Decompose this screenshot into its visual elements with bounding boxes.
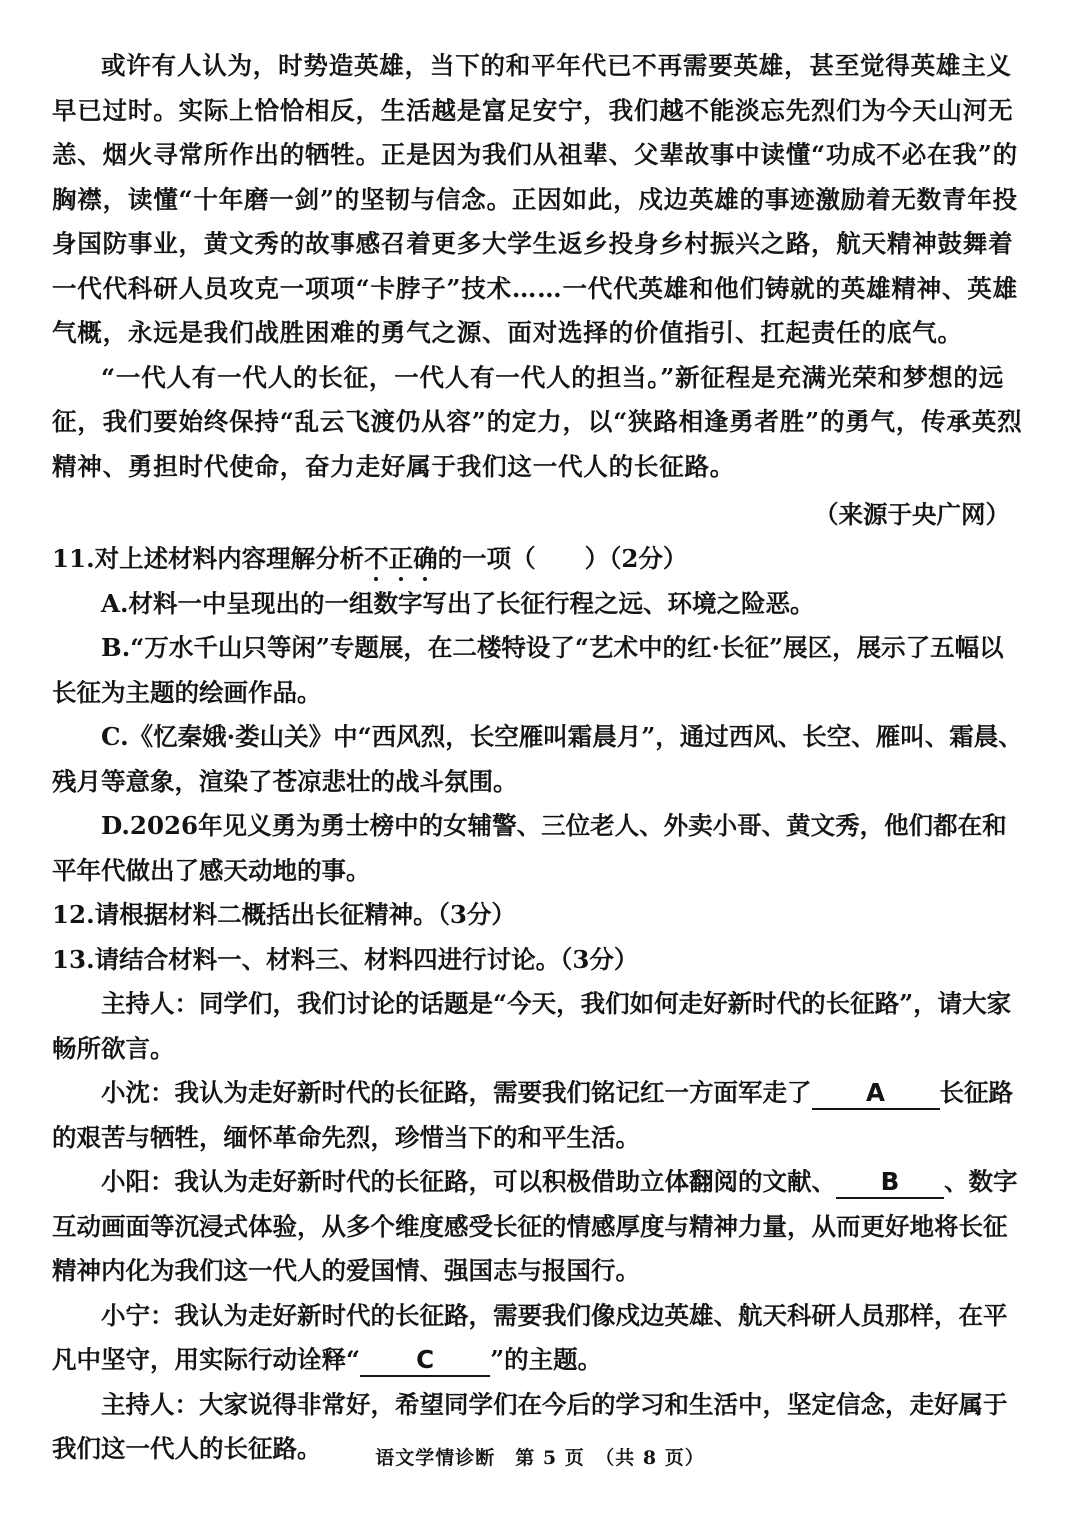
question-11-suffix: 的一项（ ）（2分） bbox=[437, 544, 688, 573]
xiaoyang-text-after: 、数字互动画面等沉浸式体验，从多个维度感受长征的情感厚度与精神力量，从而更好地将长征精神内化为我们这一代人的爱国情、强国志与报国行。 bbox=[52, 1167, 1018, 1285]
host-closing: 主持人：大家说得非常好，希望同学们在今后的学习和生活中，坚定信念，走好属于我们这一代人的长征路。 bbox=[52, 1389, 1008, 1463]
option-b: B.“万水千山只等闲”专题展，在二楼特设了“艺术中的红·长征”展区，展示了五幅以长征为主题的绘画作品。 bbox=[52, 633, 1004, 707]
option-c: C.《忆秦娥·娄山关》中“西风烈，长空雁叫霜晨月”，通过西风、长空、雁叫、霜晨、残月等意象，渲染了苍凉悲壮的战斗氛围。 bbox=[52, 722, 1023, 796]
xiaoning-text-before: 小宁：我认为走好新时代的长征路，需要我们像戍边英雄、航天科研人员那样，在平凡中坚守，用实际行动诠释“ bbox=[52, 1300, 1008, 1374]
material-paragraph-1: 或许有人认为，时势造英雄，当下的和平年代已不再需要英雄，甚至觉得英雄主义早已过时。实际上恰恰相反，生活越是富足安宁，我们越不能淡忘先烈们为今天山河无恙、烟火寻常所作出的牺牲。正是因为我们从祖辈、父辈故事中读懂“功成不必在我”的胸襟，读懂“十年磨一剑”的坚韧与信念。正因如此，戍边英雄的事迹激励着无数青年投身国防事业，黄文秀的故事感召着更多大学生返乡投身乡村振兴之路，航天精神鼓舞着一代代科研人员攻克一项项“卡脖子”技术……一代代英雄和他们铸就的英雄精神、英雄气概，永远是我们战胜困难的勇气之源、面对选择的价值指引、扛起责任的底气。 bbox=[52, 51, 1018, 347]
emphasis-char-2: 正 bbox=[388, 544, 414, 573]
host-opening: 主持人：同学们，我们讨论的话题是“今天，我们如何走好新时代的长征路”，请大家畅所欲言。 bbox=[52, 989, 1012, 1063]
question-11-prefix: 11.对上述材料内容理解分析 bbox=[52, 544, 365, 573]
page-footer: 语文学情诊断 第 5 页 （共 8 页） bbox=[375, 1447, 705, 1469]
blank-c: C bbox=[360, 1345, 490, 1377]
blank-a: A bbox=[812, 1078, 940, 1110]
xiaoshen-statement bbox=[52, 1071, 1024, 1160]
source-note: （来源于央广网） bbox=[814, 500, 1010, 529]
xiaoshen-text-before: 小沈：我认为走好新时代的长征路，需要我们铭记红一方面军走了 bbox=[101, 1078, 812, 1107]
exam-page bbox=[52, 0, 1024, 1472]
xiaoyang-statement bbox=[52, 1160, 1024, 1294]
xiaoning-statement bbox=[52, 1294, 1024, 1383]
xiaoyang-text-before: 小阳：我认为走好新时代的长征路，可以积极借助立体翻阅的文献、 bbox=[101, 1167, 836, 1196]
option-d: D.2026年见义勇为勇士榜中的女辅警、三位老人、外卖小哥、黄文秀，他们都在和平年代做出了感天动地的事。 bbox=[52, 811, 1007, 885]
blank-b: B bbox=[836, 1167, 944, 1199]
material-paragraph-2: “一代人有一代人的长征，一代人有一代人的担当。”新征程是充满光荣和梦想的远征，我们要始终保持“乱云飞渡仍从容”的定力，以“狭路相逢勇者胜”的勇气，传承英烈精神、勇担时代使命，奋力走好属于我们这一代人的长征路。 bbox=[52, 362, 1023, 481]
emphasis-char-1: 不 bbox=[364, 544, 389, 573]
xiaoshen-text-after: 长征路的艰苦与牺牲，缅怀革命先烈，珍惜当下的和平生活。 bbox=[52, 1078, 1013, 1152]
option-a: A.材料一中呈现出的一组数字写出了长征行程之远、环境之险恶。 bbox=[101, 588, 815, 618]
question-12: 12.请根据材料二概括出长征精神。（3分） bbox=[52, 900, 516, 929]
xiaoning-text-after: ”的主题。 bbox=[490, 1345, 603, 1374]
question-13: 13.请结合材料一、材料三、材料四进行讨论。（3分） bbox=[52, 944, 639, 974]
question-11 bbox=[52, 537, 1024, 582]
emphasis-char-3: 确 bbox=[413, 544, 438, 573]
